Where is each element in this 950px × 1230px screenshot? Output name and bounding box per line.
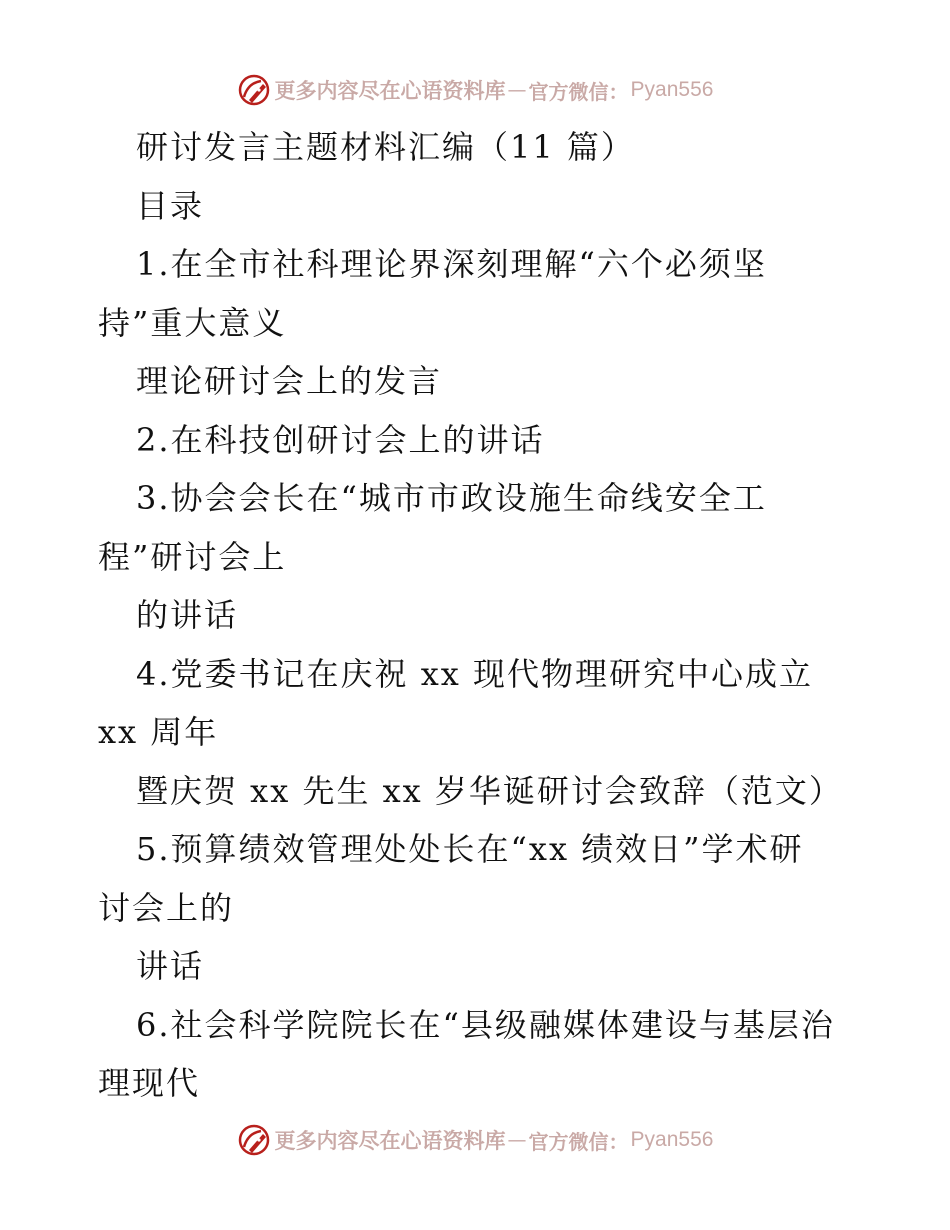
fountain-pen-seal-icon [237,73,271,107]
document-line: 目录 [136,186,205,225]
document-line: 6.社会科学院院长在“县级融媒体建设与基层治 [136,1005,835,1044]
document-line: 3.协会会长在“城市市政设施生命线安全工 [136,479,767,517]
document-line: 程”研讨会上 [98,537,287,576]
document-line: 理论研讨会上的发言 [136,362,443,400]
document-line: 4.党委书记在庆祝 xx 现代物理研究中心成立 [136,654,813,693]
document-line: 1.在全市社科理论界深刻理解“六个必须坚 [136,245,767,283]
document-line: xx 周年 [98,713,219,751]
banner-separator: — [507,1129,527,1151]
document-body [98,118,898,1113]
document-line: 暨庆贺 xx 先生 xx 岁华诞研讨会致辞（范文） [136,771,843,810]
fountain-pen-seal-icon [237,1123,271,1157]
document-line: 理现代 [98,1064,201,1102]
banner-wechat-label: 官方微信： [528,79,629,104]
banner-wechat-id: Pyan556 [630,78,714,101]
banner-brand-text: 更多内容尽在心语资料库 [274,1128,506,1153]
banner-wechat-id: Pyan556 [630,1128,714,1151]
document-line: 5.预算绩效管理处处长在“xx 绩效日”学术研 [136,830,804,868]
footer-banner [0,1120,950,1160]
document-line: 持”重大意义 [98,303,287,342]
header-banner [0,70,950,110]
document-line: 讨会上的 [98,888,235,927]
banner-brand-text: 更多内容尽在心语资料库 [274,78,506,103]
document-line: 讲话 [136,947,205,985]
document-line: 2.在科技创研讨会上的讲话 [136,420,545,459]
banner-wechat-label: 官方微信： [528,1129,629,1154]
banner-separator: — [507,79,527,101]
document-line: 的讲话 [136,596,239,634]
document-title: 研讨发言主题材料汇编（11 篇） [136,128,635,166]
